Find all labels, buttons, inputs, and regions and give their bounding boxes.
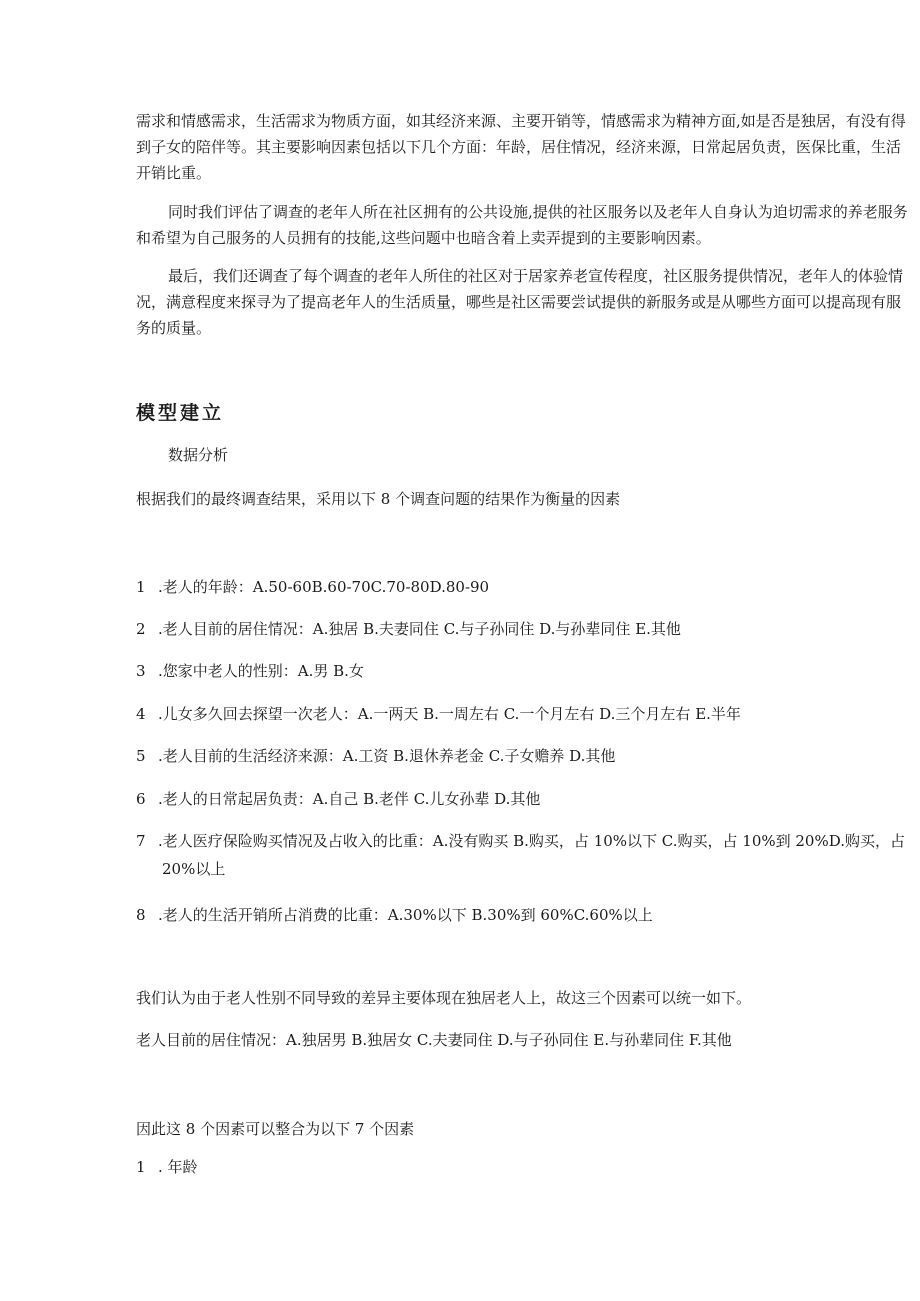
list-item-text: .老人的年龄：A.50-60B.60-70C.70-80D.80-90 <box>158 578 490 596</box>
list-item-text: .老人医疗保险购买情况及占收入的比重：A.没有购买 B.购买，占 10%以下 C.购买，占 10%到 20%D.购买，占 <box>158 832 905 850</box>
list-item-number: 1 <box>136 578 146 596</box>
list-item-age <box>136 573 908 601</box>
summary-text: 因此这 8 个因素可以整合为以下 7 个因素 <box>136 1120 415 1138</box>
list-item-gender <box>136 657 908 685</box>
list-item-spending <box>136 901 908 929</box>
list-item-text: .老人的日常起居负责：A.自己 B.老伴 C.儿女孙辈 D.其他 <box>158 790 541 808</box>
list-item-number: 4 <box>136 705 146 723</box>
list-item-daily-care <box>136 785 908 813</box>
list-item-text: .儿女多久回去探望一次老人：A.一两天 B.一周左右 C.一个月左右 D.三个月左右 E.半年 <box>158 705 741 723</box>
list-item-income <box>136 742 908 770</box>
list-item-text: .您家中老人的性别：A.男 B.女 <box>158 662 364 680</box>
paragraph-survey: 最后，我们还调查了每个调查的老年人所住的社区对于居家养老宣传程度，社区服务提供情况，老年人的体验情况，满意程度来探寻为了提高老年人的生活质量，哪些是社区需要尝试提供的新服务或是从哪些方面可以提高现有服务的质量。 <box>136 267 904 337</box>
section-intro: 根据我们的最终调查结果，采用以下 8 个调查问题的结果作为衡量的因素 <box>136 490 621 508</box>
list-item-text: .老人目前的生活经济来源：A.工资 B.退休养老金 C.子女赡养 D.其他 <box>158 747 616 765</box>
section-subheading: 数据分析 <box>168 446 229 464</box>
list-item-number: 8 <box>136 906 146 924</box>
list-item-number: 5 <box>136 747 146 765</box>
list-item-number: 6 <box>136 790 146 808</box>
list-item-text: .老人的生活开销所占消费的比重：A.30%以下 B.30%到 60%C.60%以上 <box>158 906 653 924</box>
list-item-number: 1 <box>136 1158 146 1176</box>
list-item-number: 2 <box>136 620 146 638</box>
merge-note: 我们认为由于老人性别不同导致的差异主要体现在独居老人上，故这三个因素可以统一如下。 <box>136 989 752 1007</box>
list-item-text: .老人目前的居住情况：A.独居 B.夫妻同住 C.与子孙同住 D.与孙辈同住 E.其他 <box>158 620 681 638</box>
list-item-text: . 年龄 <box>158 1158 198 1176</box>
list-item-insurance <box>136 827 908 883</box>
merged-question: 老人目前的居住情况：A.独居男 B.独居女 C.夫妻同住 D.与子孙同住 E.与孙辈同住 F.其他 <box>136 1031 732 1049</box>
list-item-number: 3 <box>136 662 146 680</box>
list-item-living <box>136 615 908 643</box>
list-item-number: 7 <box>136 832 146 850</box>
paragraph-needs: 需求和情感需求，生活需求为物质方面，如其经济来源、主要开销等，情感需求为精神方面,如是否是独居，有没有得到子女的陪伴等。其主要影响因素包括以下几个方面：年龄，居住情况，经济来源，日常起居负责，医保比重，生活开销比重。 <box>136 112 906 182</box>
paragraph-facilities: 同时我们评估了调查的老年人所在社区拥有的公共设施,提供的社区服务以及老年人自身认为迫切需求的养老服务和希望为自己服务的人员拥有的技能,这些问题中也暗含着上卖弄提到的主要影响因素。 <box>136 203 908 247</box>
list-item-visits <box>136 700 908 728</box>
section-heading: 模型建立 <box>136 402 225 424</box>
final-factor-item <box>136 1153 908 1181</box>
list-item-continuation: 20%以上 <box>162 860 226 878</box>
